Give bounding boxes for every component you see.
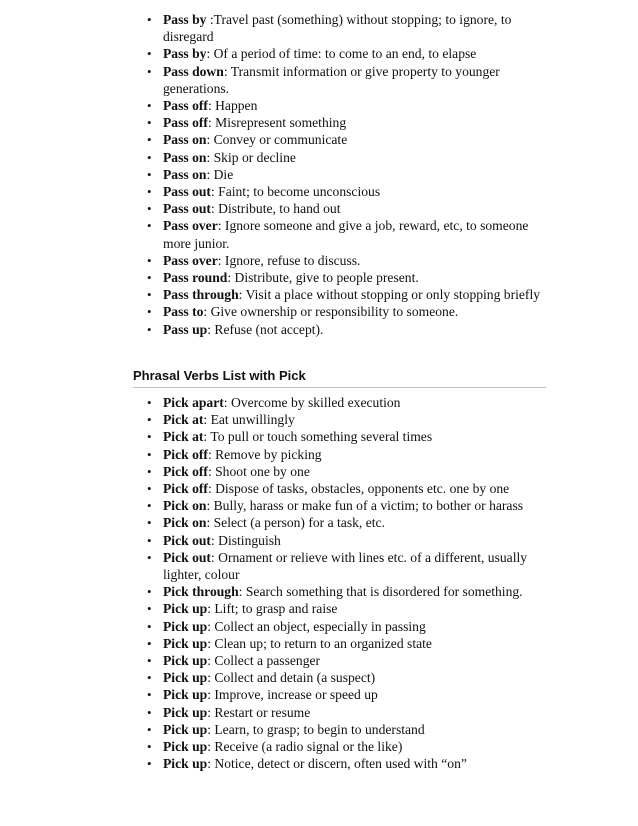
- verb-definition: : Visit a place without stopping or only stopping briefly: [238, 287, 541, 303]
- verb-definition: : Convey or communicate: [206, 132, 348, 148]
- verb-term: Pick off: [163, 446, 208, 462]
- bullet-icon: •: [147, 412, 152, 428]
- verb-term: Pass on: [163, 132, 207, 148]
- verb-term: Pass by: [163, 46, 207, 62]
- bullet-icon: •: [147, 532, 152, 548]
- verb-definition: : Improve, increase or speed up: [207, 687, 378, 703]
- list-item: [147, 411, 547, 428]
- bullet-icon: •: [147, 252, 152, 268]
- list-item: [147, 394, 547, 411]
- verb-term: Pick up: [163, 670, 208, 686]
- bullet-icon: •: [147, 687, 152, 703]
- pick-verbs-list: [147, 394, 547, 772]
- list-item: [147, 497, 547, 514]
- bullet-icon: •: [147, 287, 152, 303]
- list-item: [147, 45, 547, 62]
- bullet-icon: •: [147, 132, 152, 148]
- bullet-icon: •: [147, 549, 152, 565]
- verb-term: Pick out: [163, 549, 211, 565]
- bullet-icon: •: [147, 270, 152, 286]
- list-item: [147, 532, 547, 549]
- bullet-icon: •: [147, 481, 152, 497]
- list-item: [147, 686, 547, 703]
- verb-definition: : Overcome by skilled execution: [223, 395, 401, 410]
- list-item: [147, 303, 547, 320]
- verb-term: Pick out: [163, 532, 211, 548]
- verb-term: Pick up: [163, 635, 208, 651]
- bullet-icon: •: [147, 149, 152, 165]
- bullet-icon: •: [147, 739, 152, 755]
- verb-definition: : Lift; to grasp and raise: [207, 601, 338, 617]
- verb-term: Pick apart: [163, 395, 224, 410]
- list-item: [147, 738, 547, 755]
- verb-definition: : Remove by picking: [207, 446, 322, 462]
- section-heading-pick: Phrasal Verbs List with Pick: [133, 368, 306, 383]
- verb-term: Pick up: [163, 704, 208, 720]
- verb-definition: : Distribute, to hand out: [210, 201, 341, 217]
- verb-definition: : Happen: [207, 98, 258, 114]
- verb-definition: : Distribute, give to people present.: [227, 270, 419, 286]
- verb-term: Pass off: [163, 98, 208, 114]
- verb-definition: : Clean up; to return to an organized state: [207, 635, 432, 651]
- verb-definition: : Learn, to grasp; to begin to understand: [207, 721, 425, 737]
- verb-term: Pick up: [163, 601, 208, 617]
- verb-definition: : Restart or resume: [207, 704, 311, 720]
- verb-term: Pass up: [163, 321, 208, 337]
- list-item: [147, 269, 547, 286]
- verb-definition: : Ignore someone and give a job, reward, etc, to someone more junior.: [163, 218, 529, 251]
- list-item: [147, 755, 547, 772]
- verb-term: Pass out: [163, 184, 211, 200]
- list-item: [147, 704, 547, 721]
- verb-definition: : Die: [206, 166, 234, 182]
- list-item: [147, 166, 547, 183]
- verb-definition: : Skip or decline: [206, 149, 296, 165]
- list-item: [147, 583, 547, 600]
- verb-term: Pick at: [163, 429, 204, 445]
- verb-term: Pass by: [163, 12, 207, 27]
- bullet-icon: •: [147, 653, 152, 669]
- bullet-icon: •: [147, 515, 152, 531]
- verb-definition: : Eat unwillingly: [203, 412, 295, 428]
- bullet-icon: •: [147, 704, 152, 720]
- list-item: [147, 618, 547, 635]
- list-item: [147, 149, 547, 166]
- verb-definition: : Transmit information or give property to younger generations.: [163, 63, 500, 96]
- verb-term: Pass down: [163, 63, 224, 79]
- verb-term: Pick off: [163, 463, 208, 479]
- verb-definition: : Distinguish: [210, 532, 281, 548]
- verb-term: Pass off: [163, 115, 208, 131]
- bullet-icon: •: [147, 115, 152, 131]
- verb-term: Pick up: [163, 687, 208, 703]
- bullet-icon: •: [147, 584, 152, 600]
- bullet-icon: •: [147, 601, 152, 617]
- list-item: [147, 200, 547, 217]
- list-item: [147, 131, 547, 148]
- verb-term: Pick at: [163, 412, 204, 428]
- list-item: [147, 286, 547, 303]
- list-item: [147, 63, 547, 97]
- bullet-icon: •: [147, 635, 152, 651]
- list-item: [147, 428, 547, 445]
- verb-definition: : Dispose of tasks, obstacles, opponents etc. one by one: [207, 481, 510, 497]
- verb-definition: : Collect an object, especially in passing: [207, 618, 426, 634]
- list-item: [147, 446, 547, 463]
- verb-definition: : Select (a person) for a task, etc.: [206, 515, 385, 531]
- verb-definition: : Of a period of time: to come to an end, to elapse: [206, 46, 477, 62]
- bullet-icon: •: [147, 721, 152, 737]
- list-item: [147, 11, 547, 45]
- bullet-icon: •: [147, 756, 152, 772]
- verb-definition: : Faint; to become unconscious: [210, 184, 381, 200]
- verb-term: Pass out: [163, 201, 211, 217]
- verb-definition: : Ignore, refuse to discuss.: [217, 252, 361, 268]
- verb-term: Pick up: [163, 721, 208, 737]
- bullet-icon: •: [147, 201, 152, 217]
- verb-term: Pick up: [163, 739, 208, 755]
- verb-definition: : Receive (a radio signal or the like): [207, 739, 403, 755]
- list-item: [147, 669, 547, 686]
- bullet-icon: •: [147, 98, 152, 114]
- bullet-icon: •: [147, 618, 152, 634]
- list-item: [147, 217, 547, 251]
- list-item: [147, 463, 547, 480]
- verb-definition: : Search something that is disordered for something.: [238, 584, 523, 600]
- verb-definition: : Shoot one by one: [207, 463, 310, 479]
- bullet-icon: •: [147, 184, 152, 200]
- verb-definition: : Collect a passenger: [207, 653, 321, 669]
- bullet-icon: •: [147, 321, 152, 337]
- verb-definition: : Collect and detain (a suspect): [207, 670, 376, 686]
- bullet-icon: •: [147, 218, 152, 234]
- bullet-icon: •: [147, 166, 152, 182]
- bullet-icon: •: [147, 429, 152, 445]
- verb-term: Pick on: [163, 515, 207, 531]
- list-item: [147, 321, 547, 338]
- verb-term: Pass round: [163, 270, 228, 286]
- bullet-icon: •: [147, 395, 152, 410]
- verb-definition: : Bully, harass or make fun of a victim; to bother or harass: [206, 498, 524, 514]
- verb-term: Pass on: [163, 149, 207, 165]
- verb-term: Pass through: [163, 287, 239, 303]
- verb-term: Pass on: [163, 166, 207, 182]
- list-item: [147, 252, 547, 269]
- bullet-icon: •: [147, 12, 152, 27]
- bullet-icon: •: [147, 498, 152, 514]
- list-item: [147, 114, 547, 131]
- bullet-icon: •: [147, 304, 152, 320]
- verb-definition: : Give ownership or responsibility to someone.: [203, 304, 459, 320]
- verb-definition: : Ornament or relieve with lines etc. of a different, usually lighter, colour: [163, 549, 528, 583]
- bullet-icon: •: [147, 463, 152, 479]
- list-item: [147, 549, 547, 583]
- list-item: [147, 652, 547, 669]
- verb-term: Pick up: [163, 618, 208, 634]
- verb-term: Pick off: [163, 481, 208, 497]
- list-item: [147, 721, 547, 738]
- list-item: [147, 635, 547, 652]
- verb-definition: : Misrepresent something: [207, 115, 347, 131]
- bullet-icon: •: [147, 446, 152, 462]
- pass-verbs-list: [147, 11, 547, 338]
- verb-definition: : To pull or touch something several times: [203, 429, 433, 445]
- verb-definition: : Notice, detect or discern, often used with “on”: [207, 756, 467, 772]
- verb-term: Pass over: [163, 252, 218, 268]
- verb-term: Pass over: [163, 218, 218, 234]
- list-item: [147, 183, 547, 200]
- heading-divider: [133, 387, 546, 388]
- verb-term: Pick up: [163, 756, 208, 772]
- verb-term: Pick up: [163, 653, 208, 669]
- list-item: [147, 600, 547, 617]
- bullet-icon: •: [147, 46, 152, 62]
- verb-term: Pass to: [163, 304, 204, 320]
- list-item: [147, 97, 547, 114]
- verb-term: Pick through: [163, 584, 239, 600]
- verb-term: Pick on: [163, 498, 207, 514]
- verb-definition: :Travel past (something) without stopping; to ignore, to disregard: [163, 12, 512, 45]
- list-item: [147, 514, 547, 531]
- list-item: [147, 480, 547, 497]
- verb-definition: : Refuse (not accept).: [207, 321, 324, 337]
- bullet-icon: •: [147, 63, 152, 79]
- bullet-icon: •: [147, 670, 152, 686]
